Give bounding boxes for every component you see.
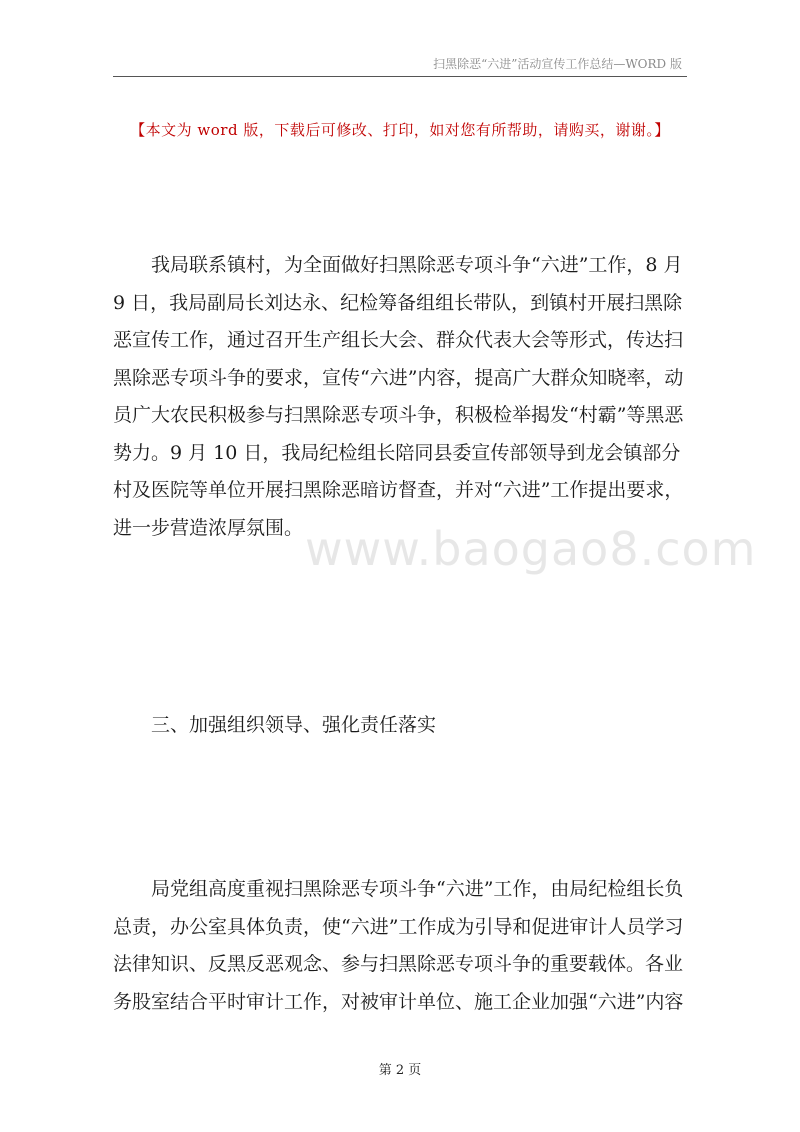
page-number: 第 2 页: [378, 1063, 422, 1078]
header-title: 扫黑除恶“六进”活动宣传工作总结—WORD 版: [433, 57, 682, 71]
watermark: www.baogao8.com: [305, 522, 757, 576]
body-paragraph: 局党组高度重视扫黑除恶专项斗争“六进”工作，由局纪检组长负总责，办公室具体负责，使“六进”工作成为引导和促进审计人员学习法律知识、反黑反恶观念、参与扫黑除恶专项斗争的重要载体。各业务股室结合平时审计工作，对被审计单位、施工企业加强“六进”内容: [113, 878, 684, 1013]
header-rule: [113, 76, 687, 77]
section-heading: 三、加强组织领导、强化责任落实: [151, 714, 437, 736]
body-paragraph: 我局联系镇村，为全面做好扫黑除恶专项斗争“六进”工作，8 月 9 日，我局副局长刘达永、纪检筹备组组长带队，到镇村开展扫黑除恶宣传工作，通过召开生产组长大会、群众代表大会等形式，传达扫黑除恶专项斗争的要求，宣传“六进”内容，提高广大群众知晓率，动员广大农民积极参与扫黑除恶专项斗争，积极检举揭发“村霸”等黑恶势力。9 月 10 日，我局纪检组长陪同县委宣传部领导到龙会镇部分村及医院等单位开展扫黑除恶暗访督查，并对“六进”工作提出要求，进一步营造浓厚氛围。: [113, 254, 684, 539]
purchase-notice: 【本文为 word 版，下载后可修改、打印，如对您有所帮助，请购买，谢谢。】: [130, 121, 670, 139]
